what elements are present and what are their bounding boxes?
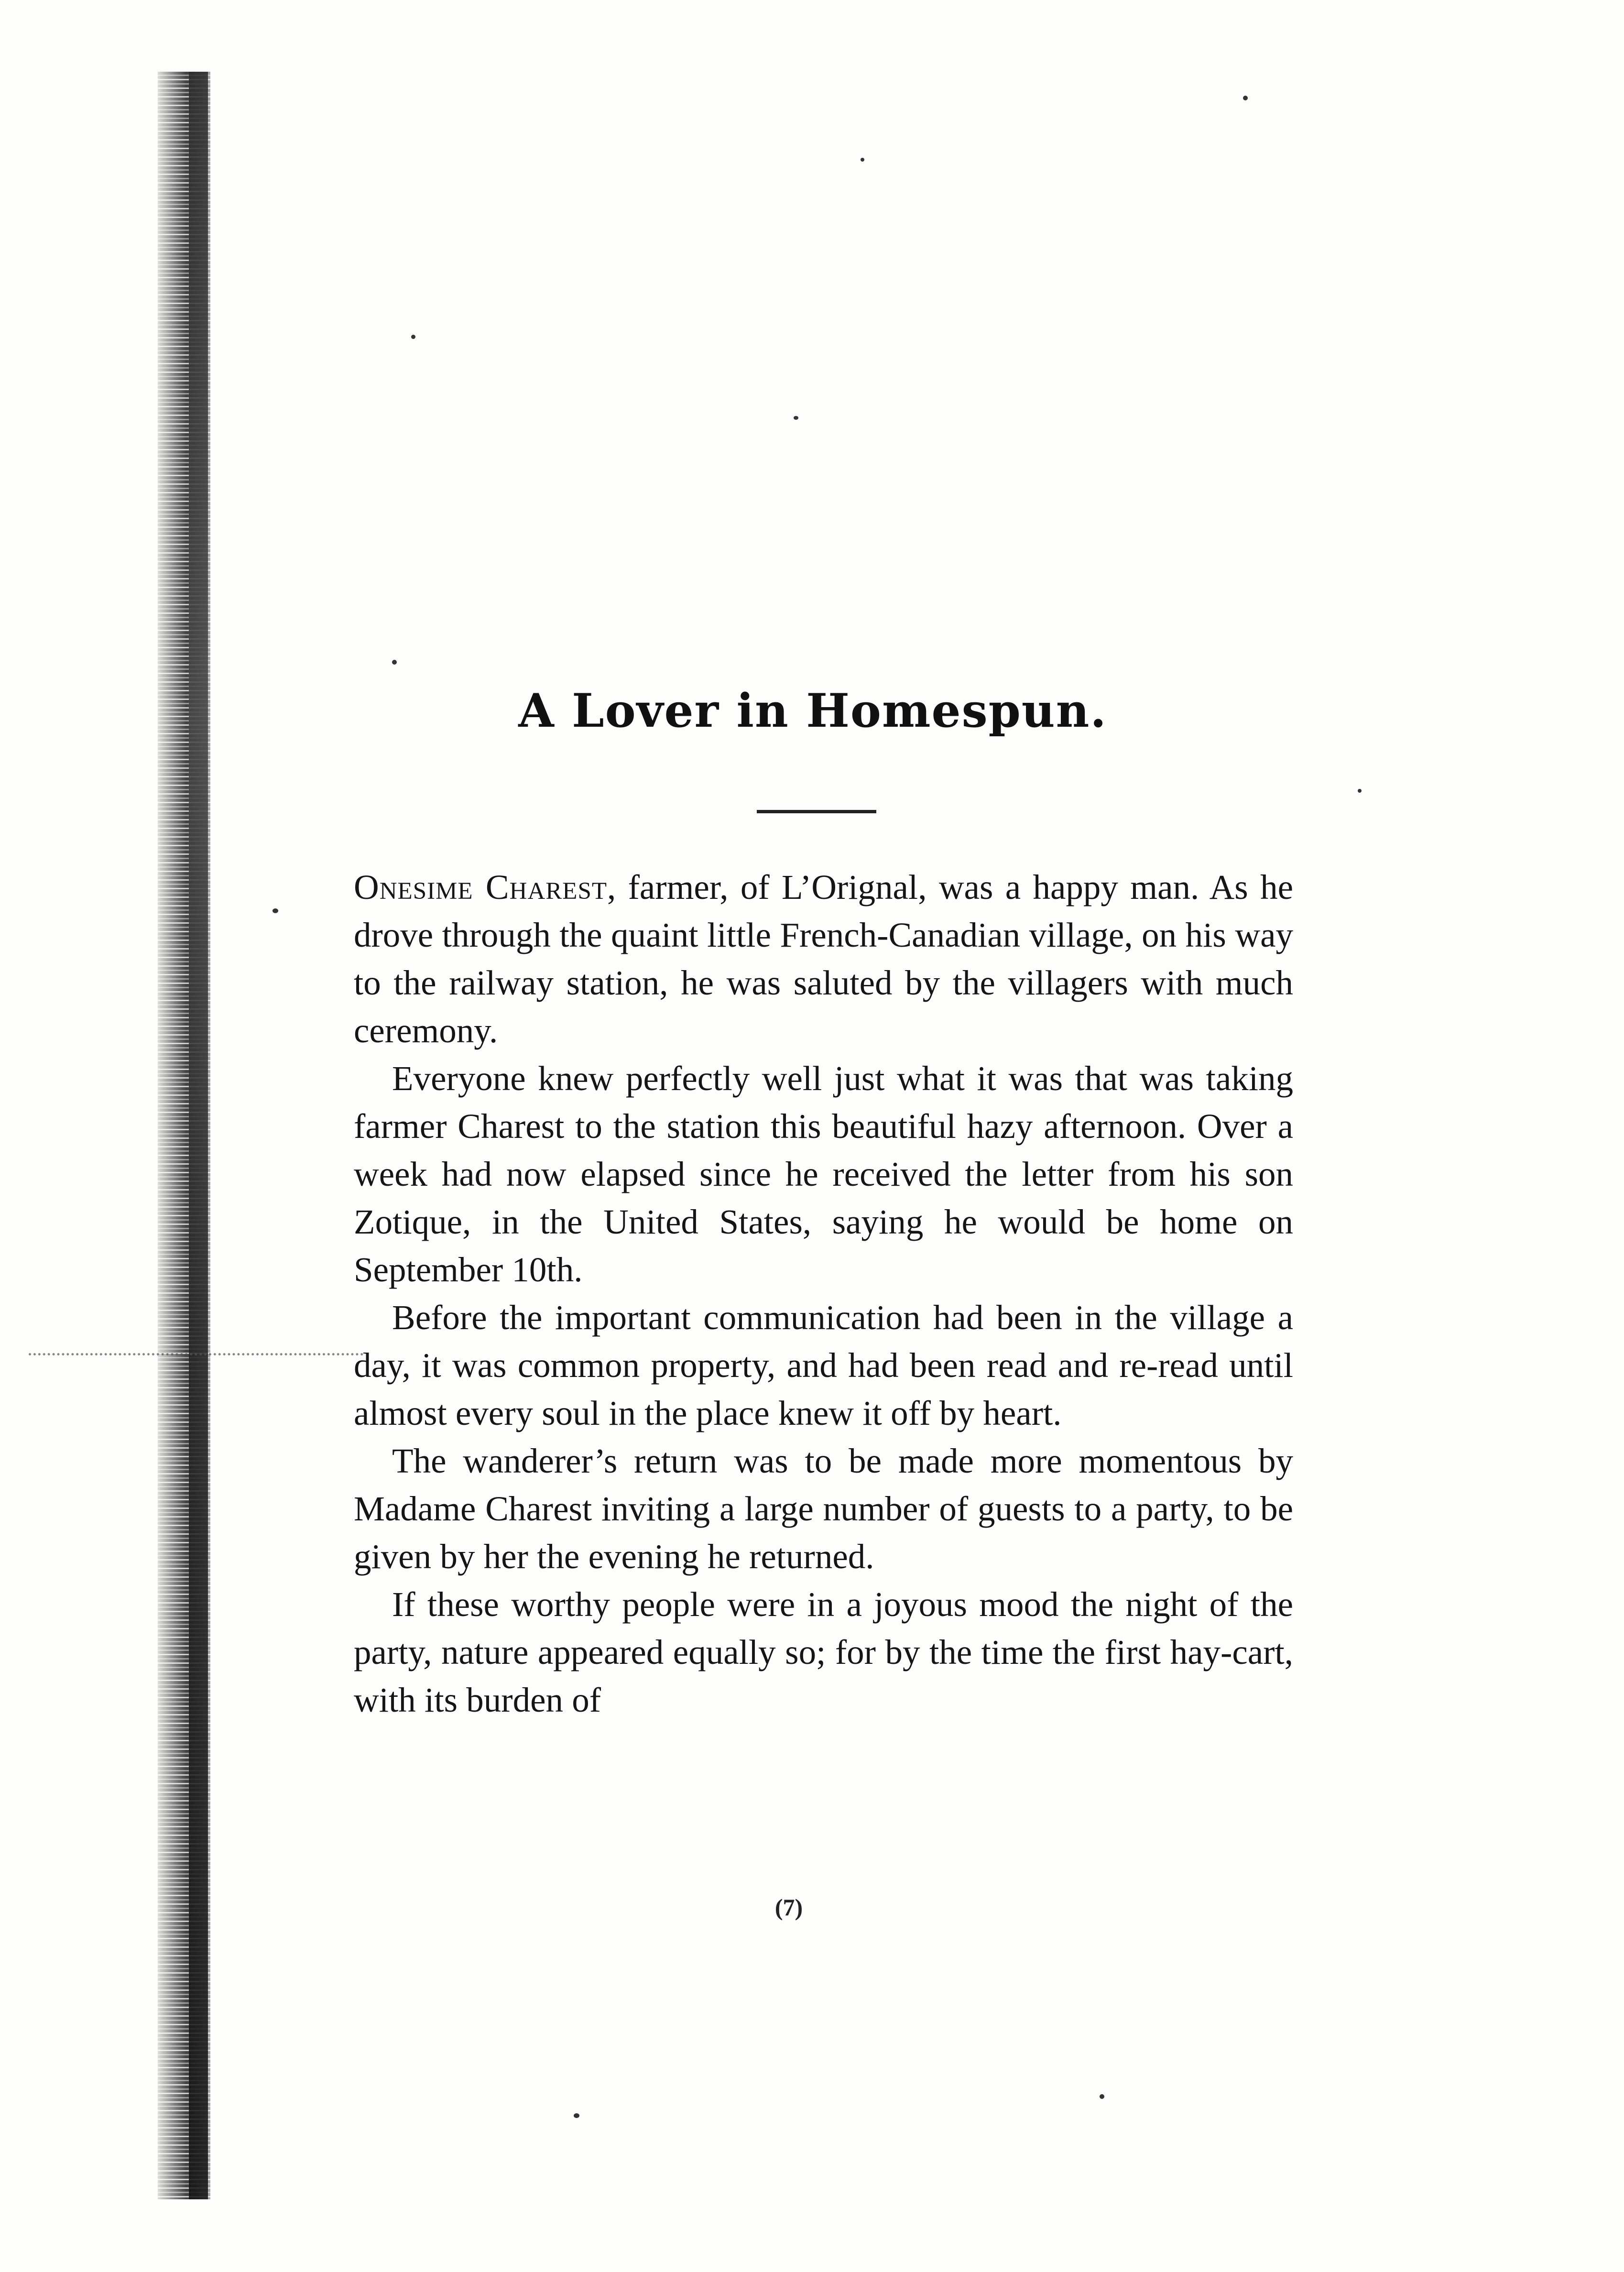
story-title: A Lover in Homespun.	[518, 684, 1107, 738]
scan-speck	[272, 908, 278, 913]
scan-speck	[1358, 789, 1362, 793]
paragraph-5: If these worthy people were in a joyous mood the night of the party, nature appeared equally so; for by the time the first hay-cart, with its burden of	[354, 1585, 1293, 1719]
scan-speck	[411, 335, 415, 339]
story-text	[354, 863, 1293, 1724]
paragraph-4: The wanderer’s return was to be made more momentous by Madame Charest inviting a large number of guests to a party, to be given by her the evening he returned.	[354, 1442, 1293, 1576]
scan-speck	[1100, 2094, 1104, 2099]
opening-name: Onesime Charest	[354, 868, 607, 907]
scan-speck	[574, 2113, 579, 2118]
paragraph-3: Before the important communication had been in the village a day, it was common property, and had been read and re-read until almost every soul in the place knew it off by heart.	[354, 1298, 1293, 1432]
scan-speck	[794, 416, 798, 420]
paragraph-1	[354, 863, 1293, 1055]
scan-speck	[861, 158, 864, 162]
title-rule	[757, 810, 876, 813]
scan-artifact-line	[29, 1353, 363, 1355]
paragraph-1-text: , farmer, of L’Orignal, was a happy man. As he drove through the quaint little French-Canadian village, on his way to the railway station, he was saluted by the villagers with much ceremony.	[354, 868, 1293, 1050]
scan-speck	[392, 660, 397, 665]
scan-speck	[1243, 96, 1248, 100]
page-number: (7)	[774, 1894, 803, 1921]
binding-edge	[189, 72, 208, 2199]
paragraph-2: Everyone knew perfectly well just what it was that was taking farmer Charest to the station this beautiful hazy afternoon. Over a week had now elapsed since he received the letter from his son Zotique, in the United States, saying he would be home on September 10th.	[354, 1059, 1293, 1289]
